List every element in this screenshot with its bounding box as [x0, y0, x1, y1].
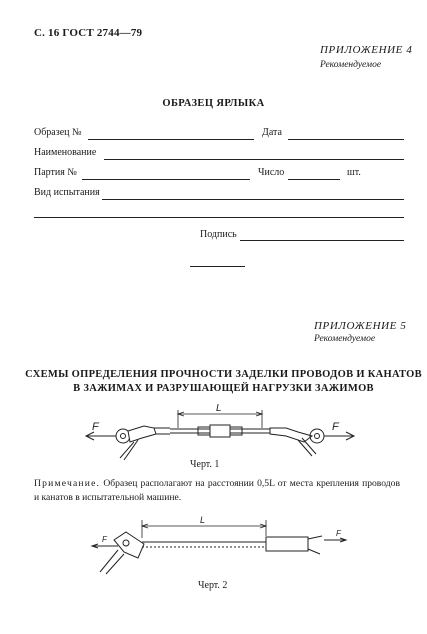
length-label: L	[216, 403, 222, 414]
appendix-5-title: ПРИЛОЖЕНИЕ 5	[314, 320, 407, 332]
force-label-right: F	[336, 529, 341, 538]
appendix-4-subtitle: Рекомендуемое	[320, 60, 382, 70]
name-label: Наименование	[34, 147, 97, 158]
force-label-left: F	[102, 535, 107, 544]
length-label: L	[200, 515, 206, 525]
signature-line	[240, 240, 404, 241]
label-sample-title: ОБРАЗЕЦ ЯРЛЫКА	[162, 98, 265, 109]
section-title-line-2: В ЗАЖИМАХ И РАЗРУШАЮЩЕЙ НАГРУЗКИ ЗАЖИМОВ	[73, 383, 374, 394]
date-label: Дата	[262, 127, 282, 138]
page-header: С. 16 ГОСТ 2744—79	[34, 27, 143, 39]
note-lead: Примечание.	[34, 478, 101, 489]
figure-1-diagram	[80, 402, 360, 464]
force-label-left: F	[92, 421, 99, 433]
section-title-line-1: СХЕМЫ ОПРЕДЕЛЕНИЯ ПРОЧНОСТИ ЗАДЕЛКИ ПРОВОДОВ И КАНАТОВ	[25, 369, 422, 380]
left-clamp	[114, 532, 144, 558]
batch-label: Партия №	[34, 167, 77, 178]
test-type-label: Вид испытания	[34, 187, 100, 198]
note-text: Образец располагают на расстоянии 0,5L от места крепления проводов и канатов в испытательной машине.	[34, 478, 400, 503]
sample-number-line	[88, 139, 254, 140]
test-type-line	[102, 199, 404, 200]
name-line	[104, 159, 404, 160]
count-line	[288, 179, 340, 180]
count-label: Число	[258, 167, 285, 178]
unit-label: шт.	[347, 167, 361, 178]
figure-2-caption: Черт. 2	[198, 580, 228, 591]
sample-sleeve	[210, 425, 230, 437]
sample-number-label: Образец №	[34, 127, 82, 138]
right-clamp-sleeve	[266, 537, 308, 551]
force-label-right: F	[332, 421, 339, 433]
figure-1-caption: Черт. 1	[190, 459, 220, 470]
blank-line	[34, 217, 404, 218]
section-divider	[190, 266, 245, 267]
note-paragraph	[34, 477, 400, 504]
date-line	[288, 139, 404, 140]
figure-2-diagram	[70, 512, 360, 576]
appendix-5-subtitle: Рекомендуемое	[314, 334, 376, 344]
batch-line	[82, 179, 250, 180]
signature-label: Подпись	[200, 229, 237, 240]
appendix-4-title: ПРИЛОЖЕНИЕ 4	[320, 44, 413, 56]
